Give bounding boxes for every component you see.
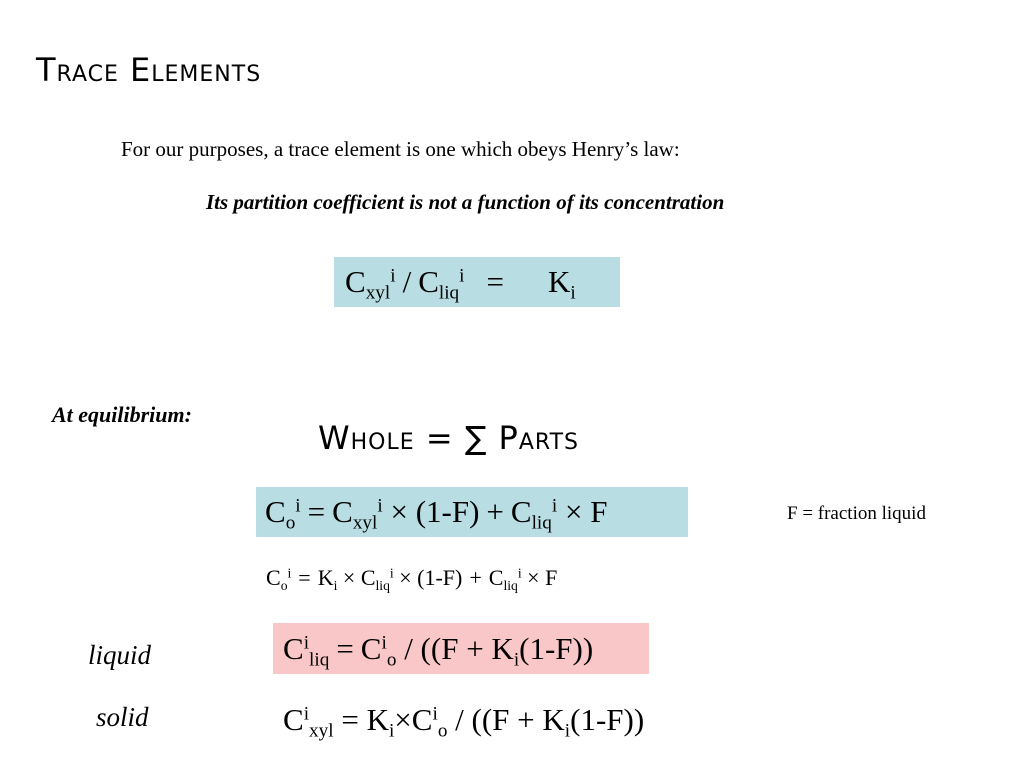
partition-equation: $C_{xyl}^i / C_{liq}^i = K_i$ <box>334 257 620 307</box>
fraction-liquid-note: F = fraction liquid <box>787 503 926 524</box>
principle-text: Its partition coefficient is not a function of its concentration <box>206 190 725 214</box>
intro-text: For our purposes, a trace element is one which obeys Henry’s law: <box>121 137 680 161</box>
whole-parts-heading: Whole = ∑ Parts <box>318 419 579 457</box>
liquid-label: liquid <box>88 640 152 670</box>
solid-label: solid <box>96 702 149 732</box>
slide-title: Trace Elements <box>36 51 262 89</box>
substituted-equation: $C_o^i = K_i \times C_{liq}^i \times (1-F) + C_{liq}^i \times F$ <box>266 565 558 593</box>
liquid-concentration-equation: $C^i_{liq} = C^i_o / ((F + K_i(1-F))$ <box>273 623 649 674</box>
solid-concentration-equation: $C^i_{xyl} = K_i\times C^i_o / ((F + K_i(1-F))$ <box>283 702 645 742</box>
mass-balance-equation: $C_o^i = C_{xyl}^i \times (1-F) + C_{liq}^i \times F$ <box>256 487 688 537</box>
at-equilibrium-label: At equilibrium: <box>52 402 192 427</box>
